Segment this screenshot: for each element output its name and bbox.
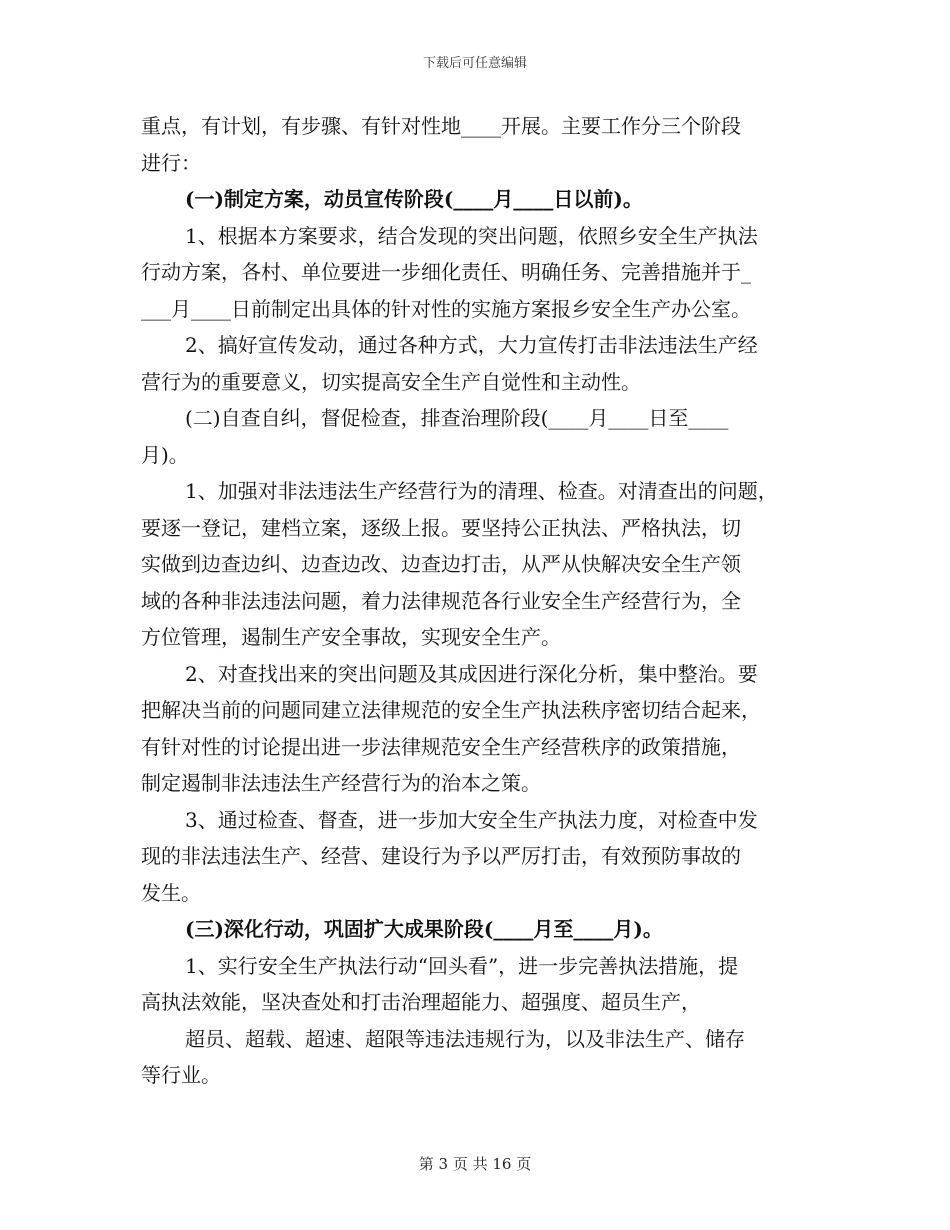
text-line: 实做到边查边纠、边查边改、边查边打击，从严从快解决安全生产领 — [141, 552, 741, 576]
text-line: 有针对性的讨论提出进一步法律规范安全生产经营秩序的政策措施， — [141, 734, 741, 759]
text-line: 1、加强对非法违法生产经营行为的清理、检查。对清查出的问题， — [185, 479, 778, 503]
text-line: 超员、超载、超速、超限等违法违规行为，以及非法生产、储存 — [185, 1026, 745, 1051]
text-line: 发生。 — [141, 880, 201, 905]
text-line: 2、对查找出来的突出问题及其成因进行深化分析，集中整治。要 — [185, 661, 758, 686]
text-line: 1、实行安全生产执法行动“回头看”，进一步完善执法措施，提 — [185, 953, 739, 978]
text-line: ___月____日前制定出具体的针对性的实施方案报乡安全生产办公室。 — [141, 296, 751, 321]
text-line: 月)。 — [141, 442, 189, 467]
text-line: 营行为的重要意义，切实提高安全生产自觉性和主动性。 — [141, 369, 641, 394]
text-line: 1、根据本方案要求，结合发现的突出问题，依照乡安全生产执法 — [185, 223, 758, 248]
text-line: 制定遏制非法违法生产经营行为的治本之策。 — [141, 771, 541, 795]
text-line: 进行： — [141, 150, 201, 175]
text-line: 等行业。 — [141, 1063, 221, 1087]
section-heading: (一)制定方案，动员宣传阶段(____月____日以前)。 — [185, 187, 643, 211]
text-line: 现的非法违法生产、经营、建设行为予以严厉打击，有效预防事故的 — [141, 844, 741, 868]
page-header: 下载后可任意编辑 — [422, 56, 527, 71]
text-line: 把解决当前的问题同建立法律规范的安全生产执法秩序密切结合起来， — [141, 698, 761, 722]
text-line: 重点，有计划，有步骤、有针对性地____开展。主要工作分三个阶段 — [141, 114, 741, 138]
page-number: 第 3 页 共 16 页 — [418, 1155, 532, 1173]
section-heading: (二)自查自纠，督促检查，排查治理阶段(____月____日至____ — [185, 406, 729, 430]
document-body — [141, 108, 813, 1094]
text-line: 2、搞好宣传发动，通过各种方式，大力宣传打击非法违法生产经 — [185, 333, 758, 357]
text-line: 3、通过检查、督查，进一步加大安全生产执法力度，对检查中发 — [185, 807, 758, 832]
text-line: 域的各种非法违法问题，着力法律规范各行业安全生产经营行为，全 — [141, 588, 741, 613]
text-line: 要逐一登记，建档立案，逐级上报。要坚持公正执法、严格执法，切 — [141, 515, 741, 540]
text-line: 高执法效能，坚决查处和打击治理超能力、超强度、超员生产， — [141, 990, 701, 1014]
text-line: 方位管理，遏制生产安全事故，实现安全生产。 — [141, 625, 561, 649]
section-heading: (三)深化行动，巩固扩大成果阶段(____月至____月)。 — [185, 917, 663, 941]
text-line: 行动方案，各村、单位要进一步细化责任、明确任务、完善措施并于_ — [141, 260, 751, 284]
